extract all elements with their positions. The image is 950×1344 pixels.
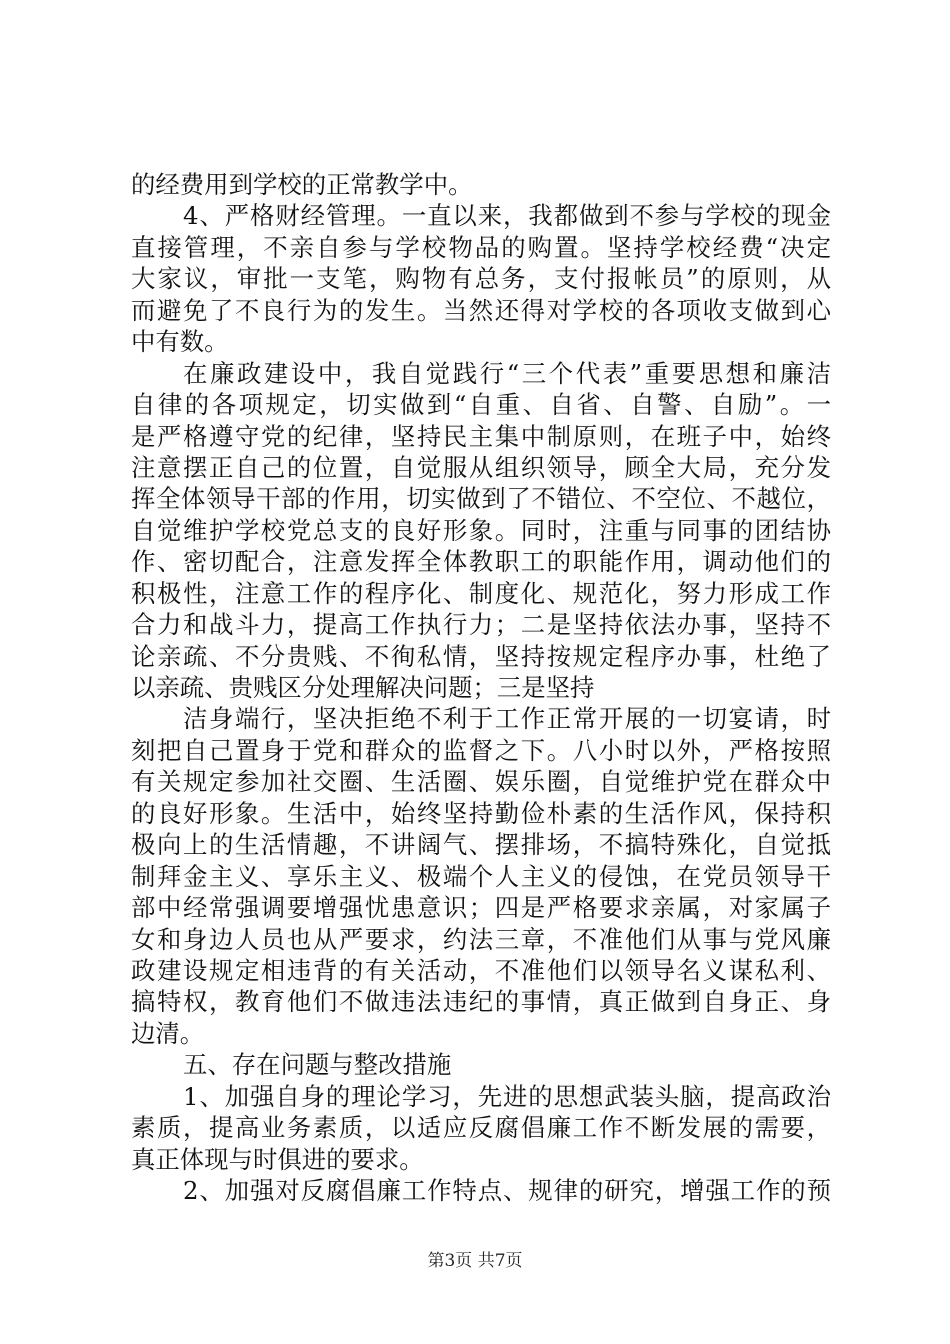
text-line: 制拜金主义、享乐主义、极端个人主义的侵蚀，在党员领导干	[131, 861, 831, 891]
text-line: 2、加强对反腐倡廉工作特点、规律的研究，增强工作的预	[183, 1176, 831, 1205]
text-line: 自觉维护学校党总支的良好形象。同时，注重与同事的团结协	[131, 515, 831, 545]
text-line: 有关规定参加社交圈、生活圈、娱乐圈，自觉维护党在群众中	[131, 767, 831, 797]
text-line: 大家议，审批一支笔，购物有总务，支付报帐员”的原则，从	[131, 264, 831, 294]
text-line: 边清。	[131, 1018, 205, 1048]
text-line: 而避免了不良行为的发生。当然还得对学校的各项收支做到心	[131, 295, 831, 325]
text-line: 极向上的生活情趣，不讲阔气、摆排场，不搞特殊化，自觉抵	[131, 830, 831, 860]
text-line: 在廉政建设中，我自觉践行“三个代表”重要思想和廉洁	[183, 358, 831, 388]
text-line: 自律的各项规定，切实做到“自重、自省、自警、自励”。一	[131, 390, 831, 420]
text-line: 搞特权，教育他们不做违法违纪的事情，真正做到自身正、身	[131, 987, 831, 1017]
text-line: 素质，提高业务素质，以适应反腐倡廉工作不断发展的需要，	[131, 1113, 831, 1143]
text-line: 挥全体领导干部的作用，切实做到了不错位、不空位、不越位，	[131, 484, 831, 514]
text-line: 洁身端行，坚决拒绝不利于工作正常开展的一切宴请，时	[183, 704, 831, 734]
text-line: 以亲疏、贵贱区分处理解决问题；三是坚持	[131, 673, 595, 702]
text-line: 中有数。	[131, 327, 229, 357]
text-line: 部中经常强调要增强忧患意识；四是严格要求亲属，对家属子	[131, 893, 831, 923]
text-line: 直接管理，不亲自参与学校物品的购置。坚持学校经费“决定	[131, 232, 831, 262]
text-line: 真正体现与时俱进的要求。	[131, 1144, 424, 1174]
text-line: 1、加强自身的理论学习，先进的思想武装头脑，提高政治	[183, 1081, 831, 1111]
text-line: 的经费用到学校的正常教学中。	[131, 170, 473, 199]
text-line: 政建设规定相违背的有关活动，不准他们以领导名义谋私利、	[131, 955, 831, 985]
text-line: 五、存在问题与整改措施	[183, 1050, 452, 1080]
text-line: 作、密切配合，注意发挥全体教职工的职能作用，调动他们的	[131, 547, 831, 577]
text-line: 合力和战斗力，提高工作执行力；二是坚持依法办事，坚持不	[131, 610, 831, 640]
text-line: 注意摆正自己的位置，自觉服从组织领导，顾全大局，充分发	[131, 452, 831, 482]
page-footer: 第3页 共7页	[427, 1251, 523, 1271]
text-line: 的良好形象。生活中，始终坚持勤俭朴素的生活作风，保持积	[131, 798, 831, 828]
text-line: 是严格遵守党的纪律，坚持民主集中制原则，在班子中，始终	[131, 421, 831, 451]
text-line: 刻把自己置身于党和群众的监督之下。八小时以外，严格按照	[131, 735, 831, 765]
text-line: 积极性，注意工作的程序化、制度化、规范化，努力形成工作	[131, 578, 831, 608]
text-line: 女和身边人员也从严要求，约法三章，不准他们从事与党风廉	[131, 924, 831, 954]
document-body	[131, 169, 831, 1206]
text-line: 4、严格财经管理。一直以来，我都做到不参与学校的现金	[183, 201, 831, 231]
text-line: 论亲疏、不分贵贱、不徇私情，坚持按规定程序办事，杜绝了	[131, 641, 831, 671]
